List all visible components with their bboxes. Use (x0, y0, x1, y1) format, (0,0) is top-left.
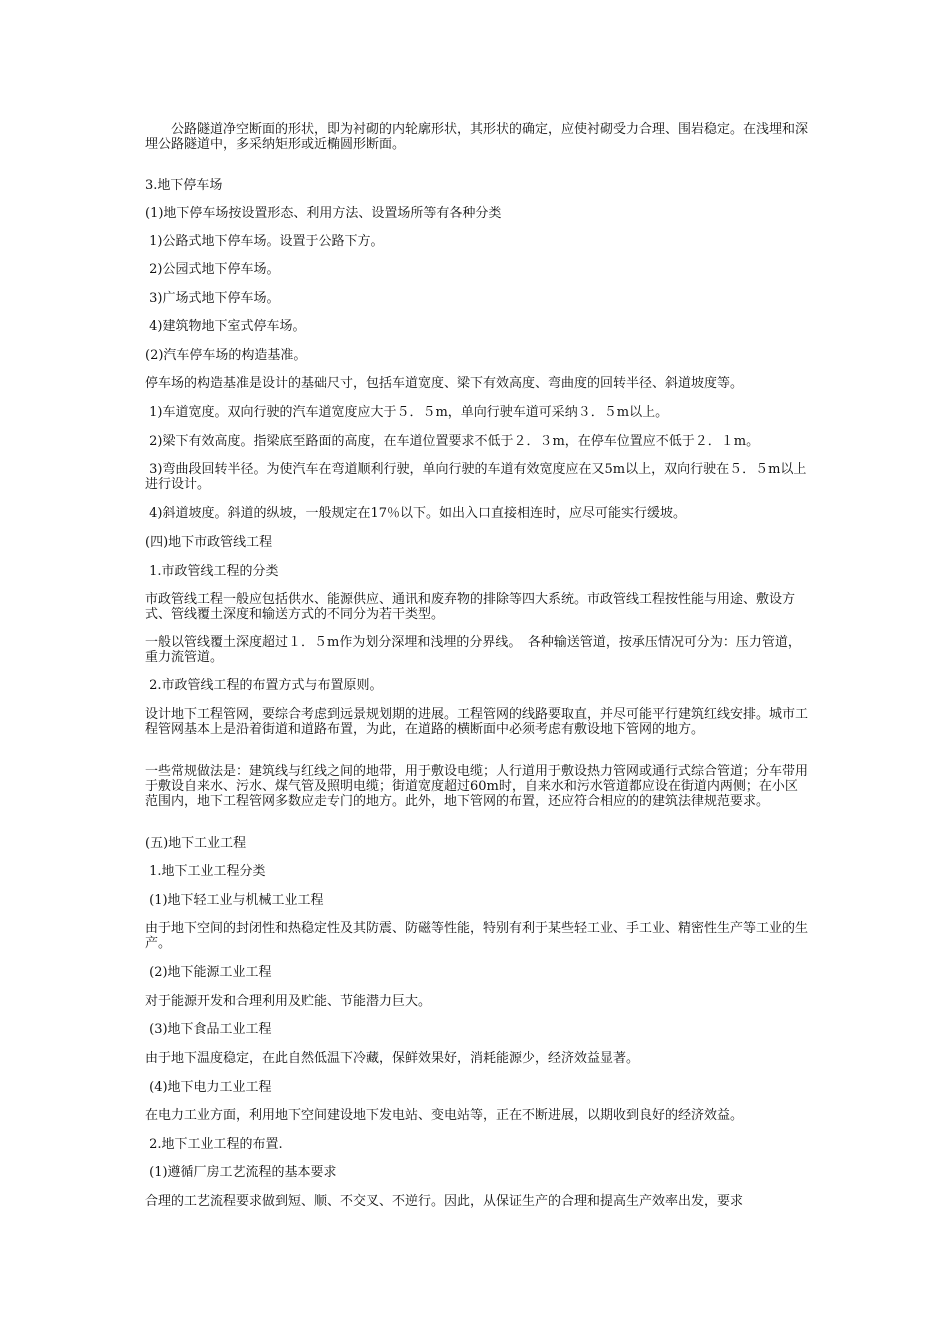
list-item: 4)斜道坡度。斜道的纵坡，一般规定在17％以下。如出入口直接相连时，应尽可能实行缓坡。 (145, 506, 687, 521)
list-item: 1)车道宽度。双向行驶的汽车道宽度应大于５．５m，单向行驶车道可采纳３．５m以上。 (145, 405, 669, 420)
paragraph: 对于能源开发和合理利用及贮能、节能潜力巨大。 (145, 994, 432, 1009)
subheading: (1)遵循厂房工艺流程的基本要求 (145, 1165, 337, 1180)
subheading: 2.地下工业工程的布置. (145, 1137, 283, 1152)
paragraph: 由于地下温度稳定，在此自然低温下冷藏，保鲜效果好，消耗能源少，经济效益显著。 (145, 1051, 640, 1066)
subheading: (2)地下能源工业工程 (145, 965, 272, 980)
heading-underground-parking: 3.地下停车场 (145, 178, 223, 193)
subheading: 1.地下工业工程分类 (145, 864, 266, 879)
subheading: (1)地下轻工业与机械工业工程 (145, 893, 324, 908)
subheading: 1.市政管线工程的分类 (145, 564, 279, 579)
paragraph-tunnel-section: 公路隧道净空断面的形状，即为衬砌的内轮廓形状，其形状的确定，应使衬砌受力合理、围岩稳定。在浅埋和深埋公路隧道中，多采纳矩形或近椭圆形断面。 (145, 122, 809, 152)
list-item: 2)公园式地下停车场。 (145, 262, 280, 277)
subheading: (4)地下电力工业工程 (145, 1080, 272, 1095)
paragraph: 由于地下空间的封闭性和热稳定性及其防震、防磁等性能，特别有利于某些轻工业、手工业、精密性生产等工业的生产。 (145, 921, 809, 951)
paragraph: 一般以管线覆土深度超过１．５m作为划分深埋和浅埋的分界线。 各种输送管道，按承压情况可分为：压力管道，重力流管道。 (145, 635, 801, 665)
heading-underground-industry: (五)地下工业工程 (145, 836, 247, 851)
list-item: 3)广场式地下停车场。 (145, 291, 280, 306)
subheading-parking-standards: (2)汽车停车场的构造基准。 (145, 348, 307, 363)
paragraph: 设计地下工程管网，要综合考虑到远景规划期的进展。工程管网的线路要取直，并尽可能平行建筑红线安排。城市工程管网基本上是沿着街道和道路布置，为此，在道路的横断面中必须考虑有敷设地下管网的地方。 (145, 707, 809, 737)
heading-municipal-pipelines: (四)地下市政管线工程 (145, 535, 273, 550)
paragraph: 合理的工艺流程要求做到短、顺、不交叉、不逆行。因此，从保证生产的合理和提高生产效率出发，要求 (145, 1194, 744, 1209)
subheading: (3)地下食品工业工程 (145, 1022, 272, 1037)
paragraph: 在电力工业方面，利用地下空间建设地下发电站、变电站等，正在不断进展，以期收到良好的经济效益。 (145, 1108, 744, 1123)
list-item: 4)建筑物地下室式停车场。 (145, 319, 306, 334)
paragraph: 停车场的构造基准是设计的基础尺寸，包括车道宽度、梁下有效高度、弯曲度的回转半径、斜道坡度等。 (145, 376, 744, 391)
subheading: 2.市政管线工程的布置方式与布置原则。 (145, 678, 383, 693)
paragraph: 一些常规做法是：建筑线与红线之间的地带，用于敷设电缆；人行道用于敷设热力管网或通行式综合管道；分车带用于敷设自来水、污水、煤气管及照明电缆；街道宽度超过60m时，自来水和污水管道都应设在街道内两侧；在小区范围内，地下工程管网多数应走专门的地方。此外，地下管网的布置，还应符合相应的的建筑法律规范要求。 (145, 764, 809, 809)
list-item: 2)梁下有效高度。指梁底至路面的高度，在车道位置要求不低于２．３m，在停车位置应不低于２．１m。 (145, 434, 760, 449)
subheading-parking-types: (1)地下停车场按设置形态、利用方法、设置场所等有各种分类 (145, 206, 502, 221)
paragraph: 市政管线工程一般应包括供水、能源供应、通讯和废弃物的排除等四大系统。市政管线工程按性能与用途、敷设方式、管线覆土深度和输送方式的不同分为若干类型。 (145, 592, 796, 622)
list-item: 3)弯曲段回转半径。为使汽车在弯道顺利行驶，单向行驶的车道有效宽度应在又5m以上，双向行驶在５．５m以上进行设计。 (145, 462, 807, 492)
list-item: 1)公路式地下停车场。设置于公路下方。 (145, 234, 384, 249)
